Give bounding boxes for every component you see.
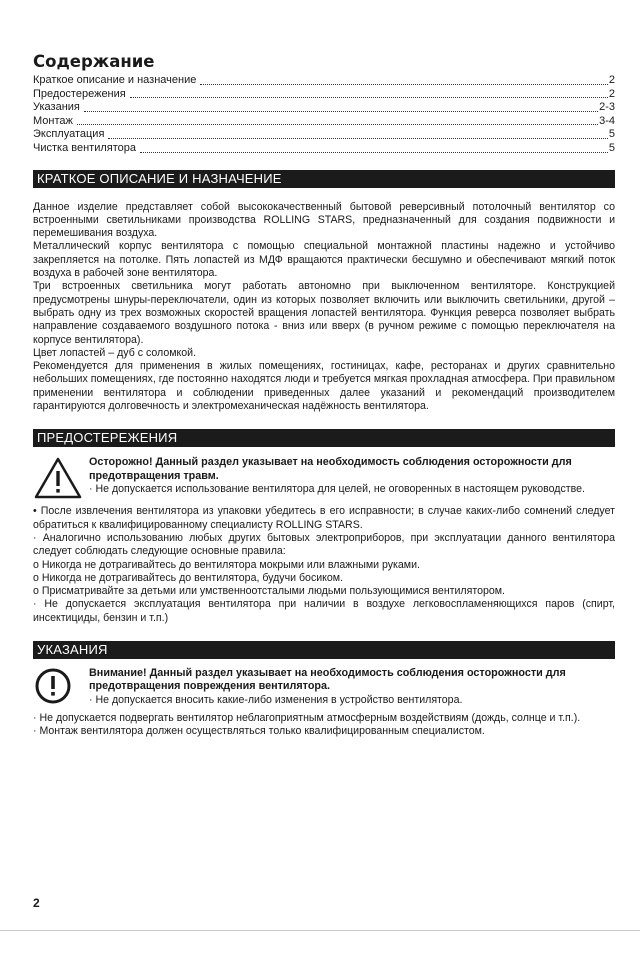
toc-title: Содержание bbox=[33, 52, 155, 71]
toc-item-label: Указания bbox=[33, 101, 80, 114]
paragraph: · Монтаж вентилятора должен осуществляться только квалифицированным специалистом. bbox=[33, 725, 485, 738]
page-number: 2 bbox=[33, 896, 40, 910]
toc-item-label: Чистка вентилятора bbox=[33, 141, 136, 154]
toc-item-page: 2-3 bbox=[599, 101, 615, 114]
toc-item-label: Эксплуатация bbox=[33, 128, 105, 141]
page-content bbox=[33, 52, 615, 739]
section-description-body bbox=[33, 201, 615, 414]
paragraph: Рекомендуется для применения в жилых помещениях, гостиницах, кафе, ресторанах и других сравнительно небольших помещениях, где постоянно находятся люди и требуется мягкая прохладная атмосфера. При правильном применении вентилятора и соблюдении приведенных далее указаний и рекомендаций производителем гарантируются долговечность и электромеханическая надёжность вентилятора. bbox=[33, 360, 615, 413]
paragraph: o Никогда не дотрагивайтесь до вентилятора, будучи босиком. bbox=[33, 571, 344, 584]
paragraph: o Никогда не дотрагивайтесь до вентилятора мокрыми или влажными руками. bbox=[33, 558, 420, 571]
toc-item-label: Монтаж bbox=[33, 114, 73, 127]
section-heading-warnings: ПРЕДОСТЕРЕЖЕНИЯ bbox=[33, 429, 615, 447]
toc-leader bbox=[77, 124, 598, 125]
paragraph: · Не допускается вносить какие-либо изменения в устройство вентилятора. bbox=[89, 693, 463, 706]
paragraph: · Не допускается использование вентилятора для целей, не оговоренных в настоящем руководстве. bbox=[89, 482, 585, 495]
toc-leader bbox=[108, 138, 607, 139]
paragraph: · Не допускается подвергать вентилятор неблагоприятным атмосферным воздействиям (дождь, солнце и т.п.). bbox=[33, 711, 581, 724]
toc-item[interactable] bbox=[33, 101, 615, 115]
paragraph: Три встроенных светильника могут работать автономно при выключенном вентиляторе. Конструкцией предусмотрены шнуры-переключатели, один из которых позволяет включить или выключить светильники, другой – выбрать одну из трех возможных скоростей вращения лопастей вентилятора. Функция реверса позволяет выбрать направление создаваемого воздушного потока - вниз или вверх (в ручном режиме с помощью переключателя на корпусе вентилятора). bbox=[33, 280, 615, 346]
toc-item-label: Предостережения bbox=[33, 87, 126, 100]
section-heading-instructions: УКАЗАНИЯ bbox=[33, 641, 615, 659]
toc-item[interactable] bbox=[33, 142, 615, 156]
toc-item[interactable] bbox=[33, 88, 615, 102]
section-instructions-body bbox=[33, 712, 615, 739]
toc-item-page: 2 bbox=[608, 87, 615, 100]
paragraph: · Аналогично использованию любых других бытовых электроприборов, при эксплуатации данного вентилятора следует соблюдать следующие основные правила: bbox=[33, 531, 615, 558]
paragraph: · Не допускается эксплуатация вентилятора при наличии в воздухе легковоспламеняющихся паров (спирт, инсектициды, бензин и т.п.) bbox=[33, 598, 615, 624]
attention-box bbox=[33, 667, 615, 712]
toc-item-label: Краткое описание и назначение bbox=[33, 74, 197, 86]
caution-bold-text: Осторожно! Данный раздел указывает на необходимость соблюдения осторожности для предотвращения травм. bbox=[89, 456, 572, 482]
toc-item-page: 2 bbox=[608, 74, 615, 86]
toc-item-page: 5 bbox=[608, 128, 615, 141]
toc-item[interactable] bbox=[33, 128, 615, 142]
section-heading-description: КРАТКОЕ ОПИСАНИЕ И НАЗНАЧЕНИЕ bbox=[33, 170, 615, 188]
toc-item-page: 3-4 bbox=[599, 114, 615, 127]
caution-text bbox=[89, 456, 615, 505]
toc-item[interactable] bbox=[33, 74, 615, 88]
warning-triangle-icon bbox=[33, 456, 89, 505]
paragraph: Цвет лопастей – дуб с соломкой. bbox=[33, 346, 197, 359]
toc-leader bbox=[130, 97, 608, 98]
exclamation-circle-icon bbox=[33, 667, 89, 712]
toc-list bbox=[33, 74, 615, 156]
section-warnings-body bbox=[33, 505, 615, 625]
toc-item[interactable] bbox=[33, 115, 615, 129]
toc-leader bbox=[140, 152, 608, 153]
toc-item-page: 5 bbox=[608, 141, 615, 154]
paragraph: o Присматривайте за детьми или умственноотсталыми людьми пользующимися вентилятором. bbox=[33, 585, 505, 598]
paragraph: Данное изделие представляет собой высококачественный бытовой реверсивный потолочный вентилятор со встроенными светильниками производства ROLLING STARS, предназначенный для создания подвижности и перемешивания воздуха. bbox=[33, 200, 615, 240]
caution-box bbox=[33, 456, 615, 505]
attention-text bbox=[89, 667, 615, 712]
paragraph: Металлический корпус вентилятора с помощью специальной монтажной пластины надежно и устойчиво закрепляется на потолке. Пять лопастей из МДФ вращаются практически бесшумно и обеспечивают мягкий поток воздуха в рабочей зоне вентилятора. bbox=[33, 240, 615, 280]
toc-leader bbox=[84, 111, 598, 112]
attention-bold-text: Внимание! Данный раздел указывает на необходимость соблюдения осторожности для предотвращения повреждения вентилятора. bbox=[89, 666, 566, 693]
paragraph: • После извлечения вентилятора из упаковки убедитесь в его исправности; в случае каких-либо сомнений следует обратиться к квалифицированному специалисту ROLLING STARS. bbox=[33, 505, 615, 531]
toc-leader bbox=[200, 84, 608, 85]
page-divider bbox=[0, 930, 640, 931]
